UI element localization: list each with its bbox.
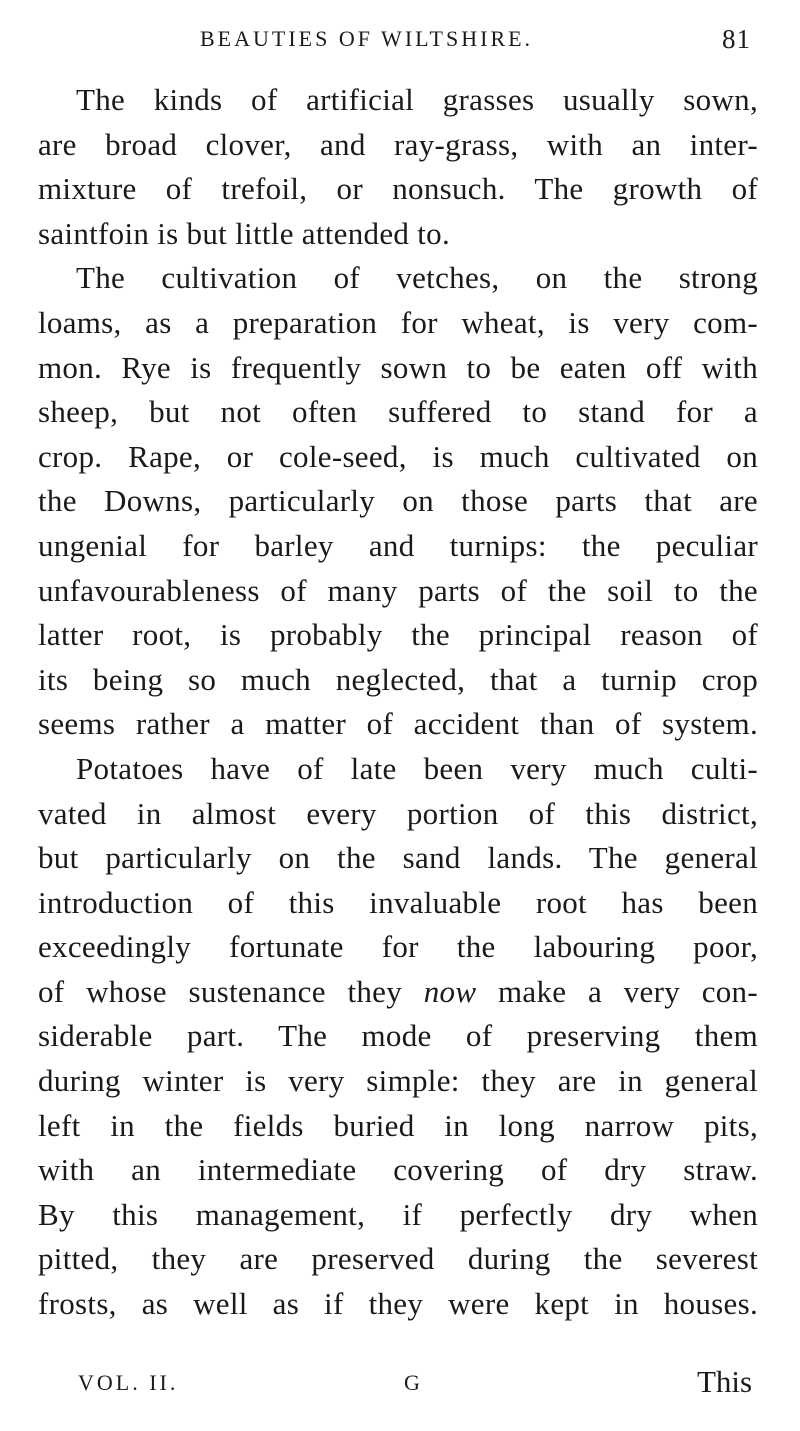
text-line: By this management, if perfectly dry when: [38, 1196, 758, 1232]
text-line: frosts, as well as if they were kept in houses.: [38, 1286, 758, 1322]
text-line: pitted, they are preserved during the severest: [38, 1241, 758, 1277]
text-line: during winter is very simple: they are in general: [38, 1063, 758, 1099]
text-line: saintfoin is but little attended to.: [38, 215, 451, 251]
text-line: The kinds of artificial grasses usually sown,: [76, 82, 758, 117]
text-line: left in the fields buried in long narrow pits,: [38, 1107, 758, 1143]
text-line: the Downs, particularly on those parts that are: [38, 483, 758, 519]
text-line: are broad clover, and ray-grass, with an inter-: [38, 126, 758, 162]
line-start: of whose sustenance they: [38, 973, 403, 1009]
text-line: sheep, but not often suffered to stand for a: [38, 394, 758, 430]
text-line: seems rather a matter of accident than of system.: [38, 706, 758, 742]
text-line: with an intermediate covering of dry straw.: [38, 1152, 758, 1188]
text-line: latter root, is probably the principal reason of: [38, 617, 758, 653]
running-title: BEAUTIES OF WILTSHIRE.: [200, 26, 534, 51]
body-text: [38, 78, 758, 1327]
text-line: Potatoes have of late been very much culti-: [76, 750, 758, 786]
catchword: This: [697, 1364, 753, 1399]
text-line: mixture of trefoil, or nonsuch. The growth of: [38, 171, 758, 207]
signature-mark: G: [404, 1370, 420, 1395]
text-line: The cultivation of vetches, on the strong: [76, 260, 758, 296]
volume-label: VOL. II.: [78, 1370, 179, 1395]
line-end: make a very con-: [497, 973, 758, 1009]
text-line: loams, as a preparation for wheat, is very com-: [38, 304, 758, 340]
text-line: its being so much neglected, that a turnip crop: [38, 661, 758, 697]
text-line: unfavourableness of many parts of the soil to the: [38, 572, 758, 608]
text-line: ungenial for barley and turnips: the peculiar: [38, 527, 758, 563]
text-line: mon. Rye is frequently sown to be eaten off with: [38, 349, 758, 385]
text-line: siderable part. The mode of preserving them: [38, 1018, 758, 1054]
text-line-with-italic: [38, 970, 758, 1015]
text-line: exceedingly fortunate for the labouring poor,: [38, 929, 758, 965]
text-line: but particularly on the sand lands. The general: [38, 840, 758, 876]
page-footer: [0, 1366, 800, 1406]
page-number: 81: [722, 24, 751, 54]
text-line: introduction of this invaluable root has been: [38, 884, 758, 920]
text-line: crop. Rape, or cole-seed, is much cultivated on: [38, 438, 758, 474]
text-line: vated in almost every portion of this district,: [38, 795, 758, 831]
italic-word: now: [423, 973, 477, 1009]
